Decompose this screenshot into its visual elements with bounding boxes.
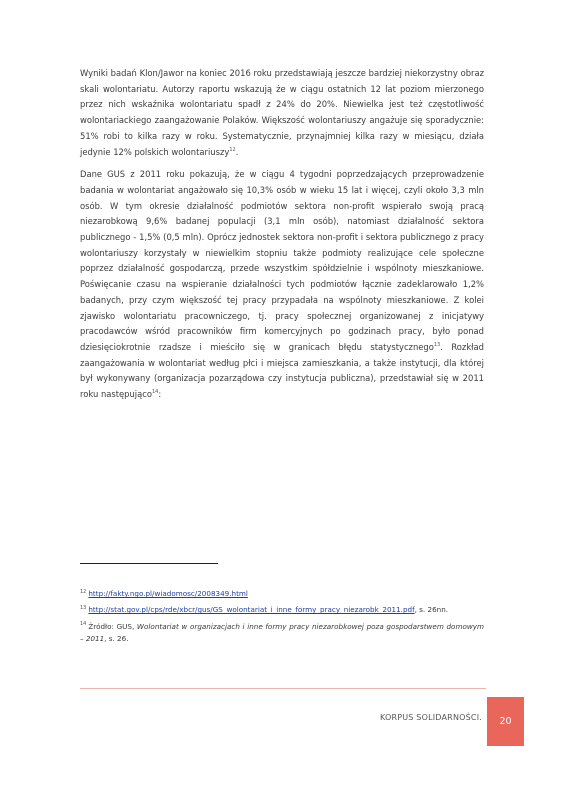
footnote-tail: , s. 26nn. (414, 605, 449, 615)
paragraph-2 (80, 167, 484, 403)
footnote-number: 13 (80, 605, 87, 612)
footer-divider (80, 688, 486, 689)
footnote-link-12[interactable]: http://fakty.ngo.pl/wiadomosc/2008349.html (88, 589, 248, 598)
footnote-number: 12 (80, 588, 87, 595)
footnotes (80, 588, 484, 650)
footnote-tail: , s. 26. (104, 634, 129, 644)
footer-label: KORPUS SOLIDARNOŚCI. (379, 713, 482, 722)
paragraph-2-text-b: . Rozkład zaangażowania w wolontariat według płci i miejsca zamieszkania, a także instytucji, dla której był wykonywany (organizacja pozarządowa czy instytucja publiczna), przedstawiał się w 2011 roku następująco (80, 341, 484, 400)
footnote-link-13[interactable]: http://stat.gov.pl/cps/rde/xbcr/gus/GS_wolontariat_i_inne_formy_pracy_niezarobk_2011.pdf (88, 605, 415, 615)
footnote-12 (80, 588, 484, 600)
page-number: 20 (499, 716, 512, 727)
footnote-lead: Źródło: GUS, (88, 621, 137, 631)
footnote-number: 14 (80, 621, 87, 628)
footnote-separator (80, 563, 218, 564)
body-text (80, 66, 484, 410)
footnote-14 (80, 621, 484, 646)
page-number-badge (487, 697, 524, 746)
paragraph-2-text-a: Dane GUS z 2011 roku pokazują, że w ciągu 4 tygodni poprzedzających przeprowadzenie badania w wolontariat angażowało się 10,3% osób w wieku 15 lat i więcej, czyli około 3,3 mln osób. W tym okresie działalność podmiotów sektora non-profit wspierało swoją pracą niezarobkową 9,6% badanej populacji (3,1 mln osób), natomiast działalność sektora publicznego - 1,5% (0,5 mln). Oprócz jednostek sektora non-profit i sektora publicznego z pracy wolontariuszy korzystały w niewielkim stopniu także podmioty realizujące cele społeczne poprzez działalność gospodarczą, przede wszystkim spółdzielnie i wspólnoty mieszkaniowe. Poświęcanie czasu na wspieranie działalności tych podmiotów łącznie zadeklarowało 1,2% badanych, przy czym większość tej pracy przypadała na wspólnoty mieszkaniowe. Z kolei zjawisko wolontariatu pracowniczego, tj. pracy społecznej organizowanej z inicjatywy pracodawców wśród pracowników firm komercyjnych po godzinach pracy, było ponad dziesięciokrotnie rzadsze i mieściło się w granicach błędu statystycznego (80, 169, 484, 352)
footnote-ref-14[interactable]: 14 (152, 389, 159, 396)
paragraph-2-tail: : (158, 389, 162, 400)
footnote-ref-13[interactable]: 13 (433, 342, 441, 349)
footnote-ref-12[interactable]: 12 (229, 146, 236, 153)
footnote-source-title: Wolontariat w organizacjach i inne formy pracy niezarobkowej poza gospodarstwem domowym – 2011 (80, 621, 484, 644)
footnote-13 (80, 604, 484, 616)
paragraph-1-tail: . (235, 146, 239, 157)
paragraph-1 (80, 66, 484, 160)
paragraph-1-text: Wyniki badań Klon/Jawor na koniec 2016 roku przedstawiają jeszcze bardziej niekorzystny obraz skali wolontariatu. Autorzy raportu wskazują że w ciągu ostatnich 12 lat poziom mierzonego przez nich wskaźnika wolontariatu spadł z 24% do 20%. Niewielka jest też częstotliwość wolontariackiego zaangażowanie Polaków. Większość wolontariuszy angażuje się sporadycznie: 51% robi to kilka razy w roku. Systematycznie, przynajmniej kilka razy w miesiącu, działa jedynie 12% polskich wolontariuszy (80, 68, 484, 157)
